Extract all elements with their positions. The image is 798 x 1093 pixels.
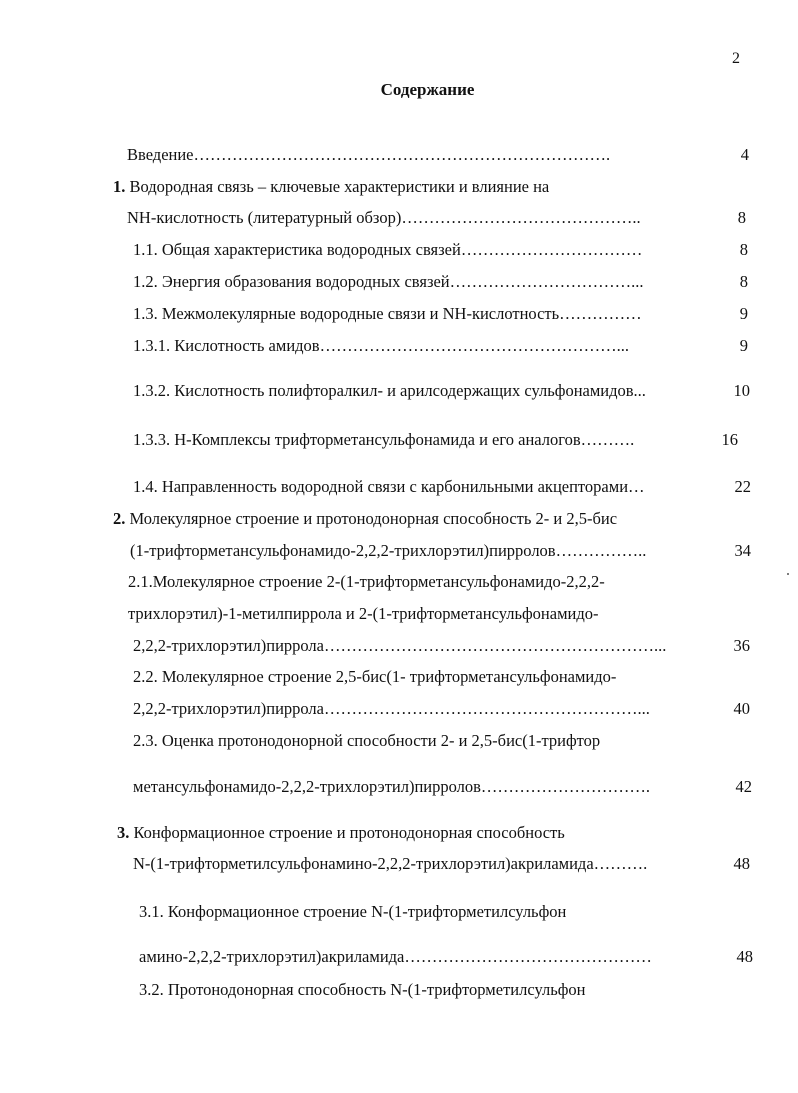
toc-page: 36 (733, 636, 750, 655)
toc-entry-1-heading: 1. Водородная связь – ключевые характеристики и влияние на (113, 177, 550, 196)
toc-page: 9 (739, 336, 748, 355)
toc-entry-3-1-end: амино-2,2,2-трихлорэтил)акриламида……………………………………… (139, 947, 652, 966)
toc-page: 42 (735, 777, 752, 796)
toc-entry-2-1-end: 2,2,2-трихлорэтил)пиррола……………………………………………………... (133, 636, 667, 655)
toc-section-number: 2. (113, 509, 126, 528)
toc-section-number: 3. (117, 823, 130, 842)
toc-entry-2-heading: 2. Молекулярное строение и протонодонорная способность 2- и 2,5-бис (113, 509, 618, 528)
toc-entry-1-3-2: 1.3.2. Кислотность полифторалкил- и арилсодержащих сульфонамидов... (133, 381, 646, 400)
toc-entry-2-3: 2.3. Оценка протонодонорной способности 2- и 2,5-бис(1-трифтор (133, 731, 601, 750)
toc-entry-1-1: 1.1. Общая характеристика водородных связей…………………………… (133, 240, 643, 259)
toc-page: 22 (734, 477, 751, 496)
toc-entry-2-3-end: метансульфонамидо-2,2,2-трихлорэтил)пирролов…………………………. (133, 777, 651, 796)
toc-entry-1-3: 1.3. Межмолекулярные водородные связи и NH-кислотность…………… (133, 304, 642, 323)
page-title: Содержание (380, 80, 475, 99)
toc-page: 48 (733, 854, 750, 873)
toc-entry-2-2: 2.2. Молекулярное строение 2,5-бис(1- трифторметансульфонамидо- (133, 667, 617, 686)
toc-page: 8 (739, 240, 748, 259)
toc-entry-1-3-1: 1.3.1. Кислотность амидов………………………………………………... (133, 336, 629, 355)
toc-page-intro: 4 (740, 145, 749, 164)
toc-entry-1-cont: NH-кислотность (литературный обзор)…………………………………….. (127, 208, 641, 227)
page-number: 2 (732, 50, 740, 67)
toc-page: 48 (736, 947, 753, 966)
toc-section-number: 1. (113, 177, 126, 196)
toc-entry-2-cont: (1-трифторметансульфонамидо-2,2,2-трихлорэтил)пирролов…………….. (130, 541, 647, 560)
scan-speck (787, 573, 789, 575)
toc-page: 9 (739, 304, 748, 323)
toc-page: 40 (733, 699, 750, 718)
toc-entry-1-2: 1.2. Энергия образования водородных связей……………………………... (133, 272, 644, 291)
toc-entry-3-heading: 3. Конформационное строение и протонодонорная способность (117, 823, 565, 842)
toc-page: 34 (734, 541, 751, 560)
toc-page: 8 (739, 272, 748, 291)
toc-entry-intro: Введение…………………………………………………………………. (127, 145, 611, 164)
toc-entry-2-2-end: 2,2,2-трихлорэтил)пиррола…………………………………………………... (133, 699, 650, 718)
toc-entry-3-cont: N-(1-трифторметилсульфонамино-2,2,2-трихлорэтил)акриламида………. (133, 854, 648, 873)
toc-entry-3-2: 3.2. Протонодонорная способность N-(1-трифторметилсульфон (139, 980, 586, 999)
toc-page: 10 (733, 381, 750, 400)
toc-entry-3-1: 3.1. Конформационное строение N-(1-трифторметилсульфон (139, 902, 567, 921)
toc-entry-2-1: 2.1.Молекулярное строение 2-(1-трифторметансульфонамидо-2,2,2- (128, 572, 605, 591)
toc-page: 16 (721, 430, 738, 449)
toc-entry-1-3-3: 1.3.3. H-Комплексы трифторметансульфонамида и его аналогов………. (133, 430, 635, 449)
toc-entry-2-1-cont: трихлорэтил)-1-метилпиррола и 2-(1-трифторметансульфонамидо- (128, 604, 599, 623)
toc-entry-1-4: 1.4. Направленность водородной связи с карбонильными акцепторами… (133, 477, 645, 496)
toc-page: 8 (737, 208, 746, 227)
